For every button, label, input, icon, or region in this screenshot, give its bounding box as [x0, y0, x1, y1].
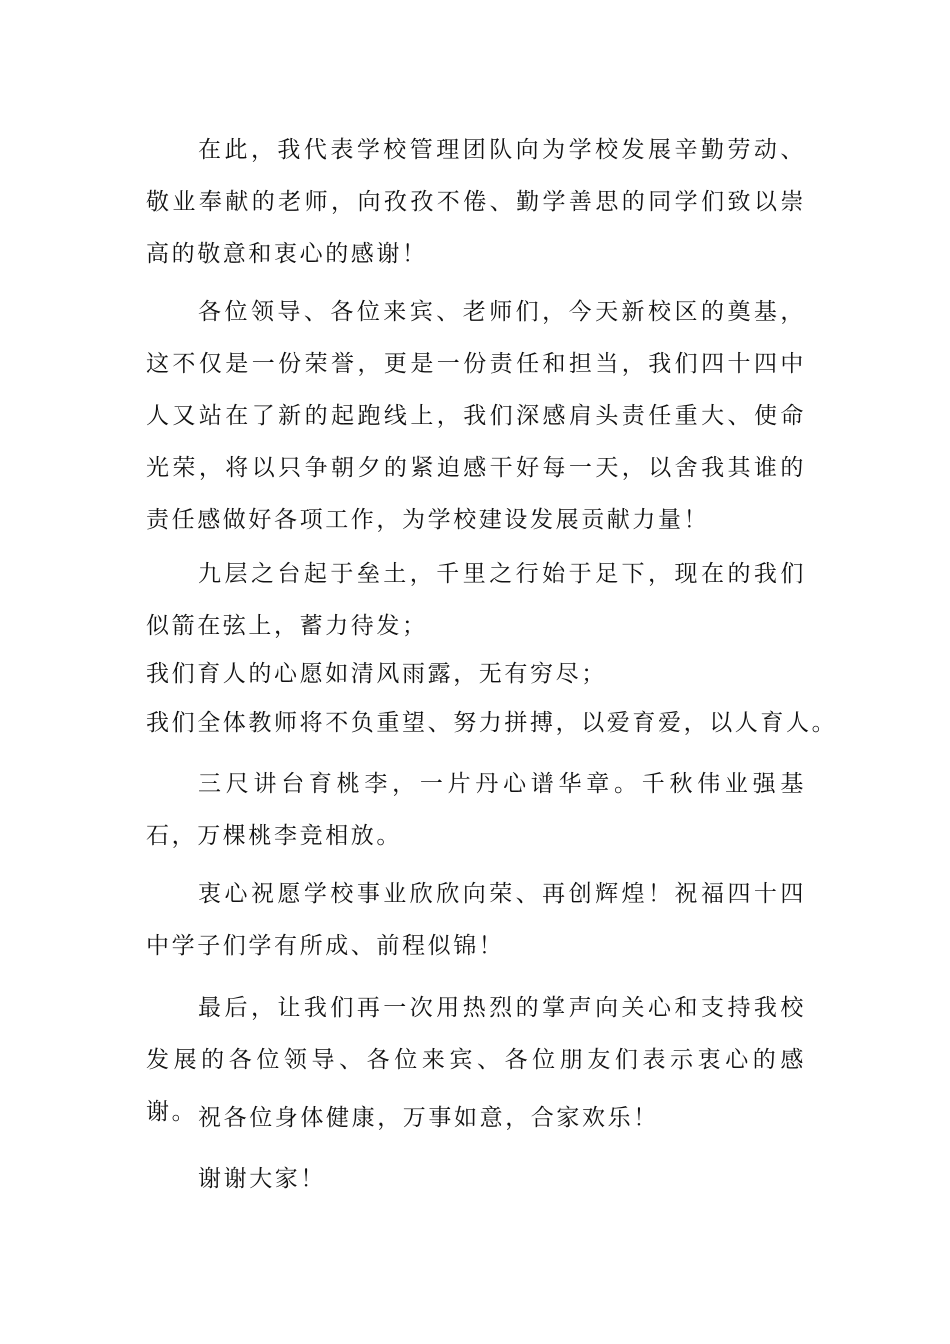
paragraph-health: 祝各位身体健康，万事如意，合家欢乐！	[198, 1105, 659, 1131]
paragraph-thank-you: 谢谢大家！	[198, 1166, 326, 1192]
paragraph-finally: 最后，让我们再一次用热烈的掌声向关心和支持我校发展的各位领导、各位来宾、各位朋友们表示衷心的感谢。	[146, 995, 806, 1125]
paragraph-new-campus: 各位领导、各位来宾、老师们，今天新校区的奠基，这不仅是一份荣誉，更是一份责任和担当，我们四十四中人又站在了新的起跑线上，我们深感肩头责任重大、使命光荣，将以只争朝夕的紧迫感干好每一天，以舍我其谁的责任感做好各项工作，为学校建设发展贡献力量！	[146, 299, 806, 533]
line-teachers: 我们全体教师将不负重望、努力拼搏，以爱育爱，以人育人。	[146, 710, 838, 736]
paragraph-nine-layers: 九层之台起于垒土，千里之行始于足下，现在的我们似箭在弦上，蓄力待发；	[146, 561, 806, 639]
paragraph-thanks: 在此，我代表学校管理团队向为学校发展辛勤劳动、敬业奉献的老师，向孜孜不倦、勤学善思的同学们致以崇高的敬意和衷心的感谢！	[146, 137, 806, 267]
paragraph-blessing: 衷心祝愿学校事业欣欣向荣、再创辉煌！祝福四十四中学子们学有所成、前程似锦！	[146, 881, 806, 959]
line-wish: 我们育人的心愿如清风雨露，无有穷尽；	[146, 661, 607, 687]
paragraph-podium: 三尺讲台育桃李，一片丹心谱华章。千秋伟业强基石，万棵桃李竞相放。	[146, 771, 806, 849]
